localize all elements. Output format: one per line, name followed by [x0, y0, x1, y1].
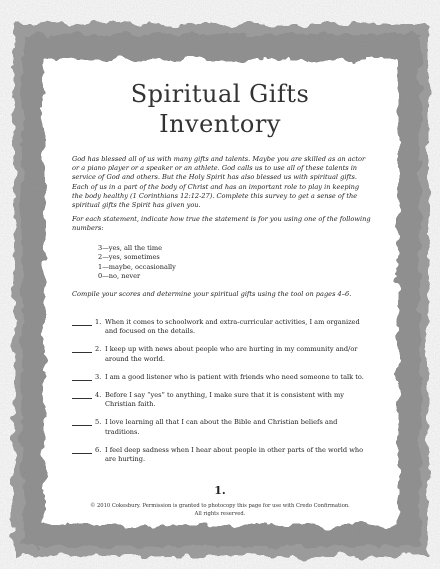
answer-blank[interactable]: [72, 345, 92, 353]
statement-number: 5.: [95, 418, 102, 427]
statement-text: Before I say “yes” to anything, I make sure that it is consistent with my Christian faith.: [105, 391, 345, 409]
statement-text: When it comes to schoolwork and extra-curricular activities, I am organized and focused on the details.: [105, 318, 360, 336]
scale-item: 1—maybe, occasionally: [98, 262, 176, 271]
rating-scale: [98, 244, 176, 281]
title-line-1: Spiritual Gifts: [130, 80, 310, 108]
statement-text: I love learning all that I can about the Bible and Christian beliefs and traditions.: [105, 418, 338, 436]
statement-number: 6.: [95, 445, 102, 454]
statement-list: [72, 318, 372, 473]
statement-item: [72, 373, 372, 382]
instruction-paragraph: For each statement, indicate how true the statement is for you using one of the following numbers:: [72, 215, 371, 233]
copyright-notice: [0, 502, 440, 518]
page-number: 1.: [214, 484, 226, 497]
statement-item: [72, 391, 372, 409]
statement-text: I feel deep sadness when I hear about people in other parts of the world who are hurting.: [105, 445, 364, 464]
statement-item: [72, 345, 372, 363]
statement-text: I am a good listener who is patient with friends who need someone to talk to.: [105, 372, 364, 381]
copyright-line: © 2010 Cokesbury. Permission is granted to photocopy this page for use with Credo Confirmation.: [90, 503, 350, 509]
answer-blank[interactable]: [72, 318, 92, 326]
answer-blank[interactable]: [72, 373, 92, 381]
statement-text: I keep up with news about people who are hurting in my community and/or around the world.: [105, 345, 358, 363]
statement-number: 3.: [95, 372, 102, 381]
intro-text: [72, 155, 372, 239]
statement-number: 2.: [95, 345, 102, 354]
statement-item: [72, 318, 372, 336]
intro-paragraph: God has blessed all of us with many gifts and talents. Maybe you are skilled as an actor or a piano player or a speaker or an athlete. God calls us to use all of these talents in service of God and others. But the Holy Spirit has also blessed us with spiritual gifts. Each of us in a part of the body of Christ and has an important role to play in keeping the body healthy (1 Corinthians 12:12-27). Complete this survey to get a sense of the spiritual gifts the Spirit has given you.: [72, 155, 366, 210]
answer-blank[interactable]: [72, 391, 92, 399]
copyright-line: All rights reserved.: [194, 511, 246, 517]
scale-item: 3—yes, all the time: [98, 244, 163, 252]
compile-instructions: Compile your scores and determine your spiritual gifts using the tool on pages 4–6.: [72, 290, 352, 298]
statement-item: [72, 446, 372, 464]
answer-blank[interactable]: [72, 418, 92, 426]
answer-blank[interactable]: [72, 446, 92, 454]
scale-item: 0—no, never: [98, 271, 141, 280]
statement-number: 4.: [95, 391, 102, 400]
statement-number: 1.: [95, 318, 102, 326]
statement-item: [72, 418, 372, 436]
scale-item: 2—yes, sometimes: [98, 253, 160, 262]
title-line-2: Inventory: [159, 110, 281, 138]
